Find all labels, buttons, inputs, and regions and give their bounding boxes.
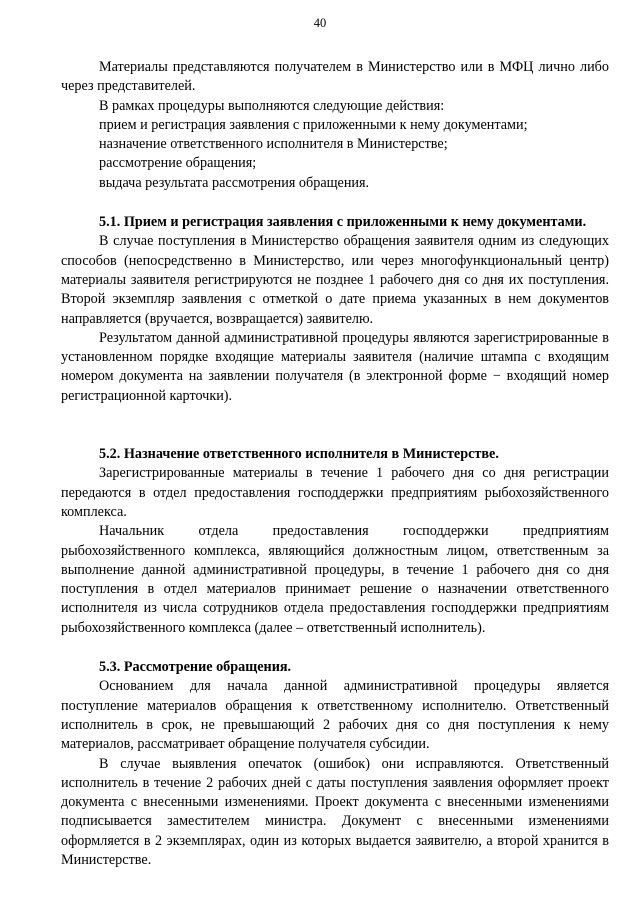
section-5-1-paragraph: В случае поступления в Министерство обращения заявителя одним из следующих способов (непосредственно в Министерство, или через многофункциональный центр) материалы заявителя регистрируются не позднее 1 рабочего дня со дня их поступления. Второй экземпляр заявления с отметкой о дате приема указанных в нем документов направляется (вручается, возвращается) заявителю.: [61, 233, 609, 327]
action-item: назначение ответственного исполнителя в Министерстве;: [99, 136, 448, 153]
section-5-2-paragraph: Начальник отдела предоставления господдержки предприятиям рыбохозяйственного комплекса, являющийся должностным лицом, ответственным за выполнение данной административной процедуры, в течение 1 рабочего дня со дня поступления в отдел материалов принимает решение о назначении ответственного исполнителя из числа сотрудников отдела предоставления господдержки предприятиям рыбохозяйственного комплекса (далее – ответственный исполнитель).: [61, 523, 609, 636]
section-5-1-heading: 5.1. Прием и регистрация заявления с приложенными к нему документами.: [99, 214, 587, 231]
action-item: рассмотрение обращения;: [99, 155, 257, 172]
intro-paragraph: Материалы представляются получателем в Министерство или в МФЦ лично либо через представителей.: [61, 59, 609, 95]
page-number: 40: [313, 16, 327, 30]
section-5-3-heading: 5.3. Рассмотрение обращения.: [99, 659, 292, 676]
section-5-3-paragraph: В случае выявления опечаток (ошибок) они исправляются. Ответственный исполнитель в течение 2 рабочих дней с даты поступления заявления оформляет проект документа с внесенными изменениями. Проект документа с внесенными изменениями подписывается заместителем министра. Документ с внесенными изменениями оформляется в 2 экземплярах, один из которых выдается заявителю, а второй хранится в Министерстве.: [61, 755, 609, 868]
intro-actions-lead: В рамках процедуры выполняются следующие действия:: [99, 97, 445, 114]
action-item: выдача результата рассмотрения обращения.: [99, 174, 370, 191]
action-item: прием и регистрация заявления с приложенными к нему документами;: [99, 116, 528, 133]
page-content: [61, 58, 609, 870]
section-5-3-paragraph: Основанием для начала данной административной процедуры является поступление материалов обращения к ответственному исполнителю. Ответственный исполнитель в срок, не превышающий 2 рабочих дня со дня поступления к нему материалов, рассматривает обращение получателя субсидии.: [61, 678, 609, 753]
section-5-2-heading: 5.2. Назначение ответственного исполнителя в Министерстве.: [99, 446, 499, 463]
section-5-2-paragraph: Зарегистрированные материалы в течение 1 рабочего дня со дня регистрации передаются в отдел предоставления господдержки предприятиям рыбохозяйственного комплекса.: [61, 465, 609, 520]
section-5-1-paragraph: Результатом данной административной процедуры являются зарегистрированные в установленном порядке входящие материалы заявителя (наличие штампа с входящим номером документа на заявлении получателя (в электронной форме − входящий номер регистрационной карточки).: [61, 329, 609, 404]
